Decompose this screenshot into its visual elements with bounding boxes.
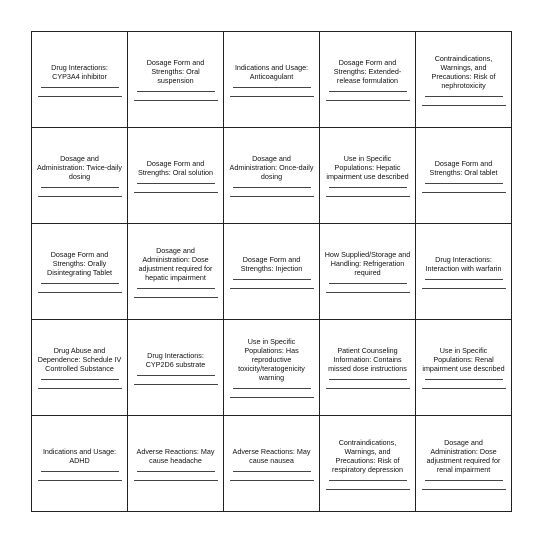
answer-line[interactable] xyxy=(425,480,503,481)
bingo-cell-label: Dosage Form and Strengths: Oral solution xyxy=(137,158,214,177)
answer-line[interactable] xyxy=(230,288,314,289)
bingo-cell[interactable] xyxy=(224,320,320,416)
bingo-cell[interactable] xyxy=(128,320,224,416)
answer-line[interactable] xyxy=(137,288,215,289)
bingo-cell-label: Drug Interactions: Interaction with warfarin xyxy=(425,254,502,273)
answer-line[interactable] xyxy=(134,192,218,193)
answer-line[interactable] xyxy=(41,187,119,188)
answer-line[interactable] xyxy=(230,96,314,97)
answer-line[interactable] xyxy=(329,187,407,188)
answer-line[interactable] xyxy=(422,288,506,289)
answer-line[interactable] xyxy=(41,283,119,284)
bingo-cell[interactable] xyxy=(32,128,128,224)
bingo-cell-label: Drug Abuse and Dependence: Schedule IV Controlled Substance xyxy=(37,346,122,373)
bingo-cell[interactable] xyxy=(416,320,512,416)
bingo-cell[interactable] xyxy=(128,32,224,128)
answer-line[interactable] xyxy=(230,397,314,398)
answer-line[interactable] xyxy=(425,379,503,380)
bingo-cell-label: Dosage Form and Strengths: Oral tablet xyxy=(429,158,498,177)
answer-line[interactable] xyxy=(38,96,122,97)
answer-line[interactable] xyxy=(134,297,218,298)
answer-line[interactable] xyxy=(137,471,215,472)
answer-line[interactable] xyxy=(230,196,314,197)
bingo-cell-label: Patient Counseling Information: Contains missed dose instructions xyxy=(328,346,407,373)
answer-line[interactable] xyxy=(233,187,311,188)
answer-line[interactable] xyxy=(134,480,218,481)
answer-line[interactable] xyxy=(422,192,506,193)
bingo-cell-label: Drug Interactions: CYP2D6 substrate xyxy=(145,350,206,369)
answer-line[interactable] xyxy=(425,96,503,97)
answer-line[interactable] xyxy=(137,183,215,184)
bingo-cell[interactable] xyxy=(416,128,512,224)
answer-line[interactable] xyxy=(38,480,122,481)
bingo-cell-label: Dosage Form and Strengths: Extended-release formulation xyxy=(333,58,402,85)
answer-line[interactable] xyxy=(38,292,122,293)
answer-line[interactable] xyxy=(326,292,410,293)
bingo-cell-label: Adverse Reactions: May cause headache xyxy=(136,446,215,465)
answer-line[interactable] xyxy=(425,279,503,280)
answer-line[interactable] xyxy=(326,100,410,101)
bingo-cell[interactable] xyxy=(320,224,416,320)
bingo-cell-label: Indications and Usage: ADHD xyxy=(42,446,117,465)
bingo-cell-label: Dosage Form and Strengths: Orally Disintegrating Tablet xyxy=(47,250,112,277)
bingo-cell-label: How Supplied/Storage and Handling: Refrigeration required xyxy=(324,250,411,277)
answer-line[interactable] xyxy=(38,388,122,389)
answer-line[interactable] xyxy=(329,480,407,481)
bingo-cell[interactable] xyxy=(224,224,320,320)
bingo-cell-label: Use in Specific Populations: Renal impairment use described xyxy=(422,346,505,373)
answer-line[interactable] xyxy=(134,384,218,385)
bingo-cell[interactable] xyxy=(128,224,224,320)
answer-line[interactable] xyxy=(329,379,407,380)
answer-line[interactable] xyxy=(422,388,506,389)
answer-line[interactable] xyxy=(41,471,119,472)
answer-line[interactable] xyxy=(137,375,215,376)
answer-line[interactable] xyxy=(425,183,503,184)
answer-line[interactable] xyxy=(41,87,119,88)
answer-line[interactable] xyxy=(233,279,311,280)
answer-line[interactable] xyxy=(329,283,407,284)
answer-line[interactable] xyxy=(326,196,410,197)
bingo-cell[interactable] xyxy=(320,320,416,416)
answer-line[interactable] xyxy=(137,91,215,92)
bingo-cell[interactable] xyxy=(128,416,224,512)
bingo-cell[interactable] xyxy=(224,128,320,224)
answer-line[interactable] xyxy=(422,489,506,490)
answer-line[interactable] xyxy=(41,379,119,380)
bingo-cell-label: Dosage and Administration: Dose adjustment required for hepatic impairment xyxy=(138,245,213,282)
bingo-cell-label: Dosage Form and Strengths: Injection xyxy=(240,254,303,273)
bingo-cell[interactable] xyxy=(416,416,512,512)
bingo-cell-label: Use in Specific Populations: Hepatic impairment use described xyxy=(326,154,409,181)
bingo-cell-label: Drug Interactions: CYP3A4 inhibitor xyxy=(51,62,108,81)
bingo-cell[interactable] xyxy=(32,416,128,512)
bingo-cell-label: Contraindications, Warnings, and Precautions: Risk of respiratory depression xyxy=(331,437,404,474)
bingo-cell-label: Dosage Form and Strengths: Oral suspension xyxy=(146,58,205,85)
answer-line[interactable] xyxy=(326,388,410,389)
bingo-cell[interactable] xyxy=(320,128,416,224)
bingo-cell-label: Dosage and Administration: Twice-daily dosing xyxy=(37,154,122,181)
bingo-cell-label: Dosage and Administration: Once-daily dosing xyxy=(229,154,314,181)
bingo-board xyxy=(31,31,512,512)
bingo-cell[interactable] xyxy=(32,320,128,416)
bingo-cell[interactable] xyxy=(224,32,320,128)
bingo-cell[interactable] xyxy=(32,32,128,128)
bingo-cell[interactable] xyxy=(320,32,416,128)
answer-line[interactable] xyxy=(326,489,410,490)
answer-line[interactable] xyxy=(233,388,311,389)
answer-line[interactable] xyxy=(230,480,314,481)
bingo-cell-label: Adverse Reactions: May cause nausea xyxy=(232,446,311,465)
answer-line[interactable] xyxy=(38,196,122,197)
answer-line[interactable] xyxy=(134,100,218,101)
bingo-cell[interactable] xyxy=(320,416,416,512)
answer-line[interactable] xyxy=(233,87,311,88)
answer-line[interactable] xyxy=(422,105,506,106)
bingo-cell[interactable] xyxy=(128,128,224,224)
bingo-cell[interactable] xyxy=(224,416,320,512)
bingo-cell-label: Indications and Usage: Anticoagulant xyxy=(234,62,309,81)
answer-line[interactable] xyxy=(233,471,311,472)
answer-line[interactable] xyxy=(329,91,407,92)
bingo-cell[interactable] xyxy=(32,224,128,320)
bingo-cell-label: Dosage and Administration: Dose adjustment required for renal impairment xyxy=(426,437,501,474)
bingo-cell[interactable] xyxy=(416,224,512,320)
bingo-cell-label: Contraindications, Warnings, and Precautions: Risk of nephrotoxicity xyxy=(431,53,496,90)
bingo-cell[interactable] xyxy=(416,32,512,128)
bingo-cell-label: Use in Specific Populations: Has reproductive toxicity/teratogenicity warning xyxy=(238,337,305,382)
